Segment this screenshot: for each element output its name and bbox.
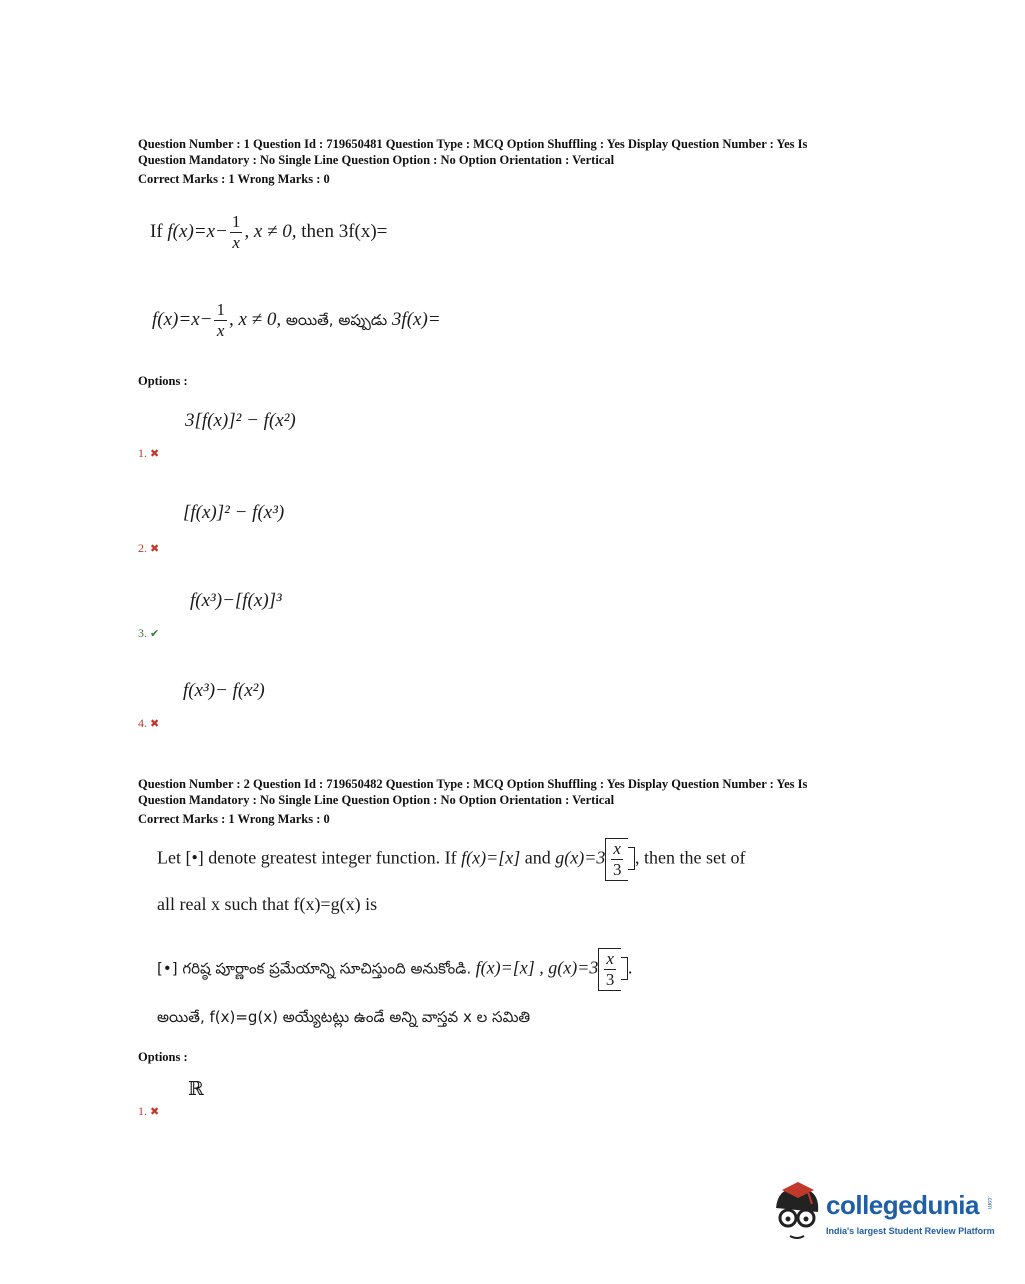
mascot-icon — [768, 1178, 826, 1248]
q1-te-frac-num: 1 — [216, 300, 225, 319]
q2-te-frac-den: 3 — [605, 970, 615, 989]
q2-te-bracket-close — [621, 957, 628, 980]
correct-check-icon: ✔ — [150, 628, 160, 640]
q2-option-1-number: 1. — [138, 1104, 147, 1118]
q2-en-fraction — [611, 839, 623, 880]
q1-option-2-expr: [f(x)]² − f(x³) — [183, 502, 285, 523]
q1-te-func: f(x)=x− — [152, 308, 213, 330]
q1-option-1-expr: 3[f(x)]² − f(x²) — [185, 410, 296, 431]
q2-en-frac-num: x — [613, 839, 621, 858]
q1-en-prefix: If — [150, 220, 163, 242]
q2-en-bracket — [605, 838, 628, 881]
q1-option-1-number: 1. — [138, 446, 147, 460]
q1-option-1[interactable] — [138, 446, 159, 461]
wrong-mark-icon: ✖ — [150, 543, 160, 555]
q2-english-line1 — [157, 838, 745, 881]
q2-en-frac-den: 3 — [612, 860, 622, 879]
q2-te-fraction — [604, 949, 616, 990]
q1-te-end: 3f(x)= — [391, 308, 441, 330]
wrong-mark-icon: ✖ — [150, 718, 160, 730]
collegedunia-logo[interactable] — [768, 1178, 998, 1248]
q2-meta-line1: Question Number : 2 Question Id : 719650482 Question Type : MCQ Option Shuffling : Yes Display Question Number : Yes Is — [138, 777, 808, 791]
q1-option-3-number: 3. — [138, 626, 147, 640]
q2-en-bracket-close — [628, 847, 635, 870]
q2-telugu-line2: అయితే, f(x)=g(x) అయ్యేటట్లు ఉండే అన్ని వాస్తవ x ల సమితి — [157, 1008, 531, 1026]
q1-te-frac-den: x — [216, 321, 225, 340]
q2-te-line1-end: . — [627, 957, 633, 978]
q2-te-frac-num: x — [606, 949, 614, 968]
q1-option-4-number: 4. — [138, 716, 147, 730]
q1-en-then: then 3f(x)= — [301, 220, 388, 242]
q1-te-text: అయితే, అప్పుడు — [285, 310, 388, 329]
q2-option-1-expr: ℝ — [188, 1079, 204, 1100]
q2-meta-line3: Correct Marks : 1 Wrong Marks : 0 — [138, 812, 330, 826]
q1-te-cond: , x ≠ 0, — [228, 308, 282, 330]
q1-en-cond: , x ≠ 0, — [244, 220, 297, 242]
q2-en-line1-d: , then the set of — [634, 847, 746, 868]
q1-meta — [138, 136, 898, 187]
q1-en-frac-den: x — [232, 233, 240, 252]
q2-te-bracket — [598, 948, 621, 991]
q1-meta-line3: Correct Marks : 1 Wrong Marks : 0 — [138, 172, 330, 186]
q1-en-func: f(x)=x− — [167, 220, 228, 242]
q1-meta-line2: Question Mandatory : No Single Line Question Option : No Option Orientation : Vertical — [138, 153, 615, 167]
q2-options-label: Options : — [138, 1050, 188, 1064]
q2-en-line1-a: Let [•] denote greatest integer function. If — [157, 847, 457, 868]
q1-option-2-number: 2. — [138, 541, 147, 555]
q1-en-frac-num: 1 — [231, 212, 241, 231]
q1-option-3[interactable] — [138, 626, 159, 641]
q1-english-stem — [150, 212, 387, 253]
q2-option-1[interactable] — [138, 1104, 159, 1119]
q1-telugu-stem — [152, 300, 441, 341]
q2-en-line1-c: g(x)=3 — [555, 847, 606, 868]
q2-meta-line2: Question Mandatory : No Single Line Question Option : No Option Orientation : Vertical — [138, 793, 615, 807]
q2-te-line1-a: [•] గరిష్ఠ పూర్ణాంక ప్రమేయాన్ని సూచిస్తుంది అనుకోండి. — [157, 959, 472, 978]
q1-option-4-expr: f(x³)− f(x²) — [183, 680, 265, 701]
q1-options-label: Options : — [138, 374, 188, 388]
logo-tagline: India's largest Student Review Platform — [826, 1226, 995, 1236]
q1-meta-line1: Question Number : 1 Question Id : 719650481 Question Type : MCQ Option Shuffling : Yes Display Question Number : Yes Is — [138, 137, 808, 151]
q2-en-and: and — [524, 847, 551, 868]
wrong-mark-icon: ✖ — [150, 1106, 160, 1118]
q1-en-fraction — [230, 212, 243, 253]
logo-suffix: .com — [986, 1196, 992, 1210]
q2-english-line2: all real x such that f(x)=g(x) is — [157, 894, 378, 914]
q2-te-line1-b: f(x)=[x] , g(x)=3 — [475, 957, 599, 978]
q2-en-line1-b: f(x)=[x] — [461, 847, 521, 868]
q1-option-2[interactable] — [138, 541, 159, 556]
logo-name: collegedunia — [826, 1190, 979, 1220]
q1-option-4[interactable] — [138, 716, 159, 731]
q1-option-3-expr: f(x³)−[f(x)]³ — [190, 590, 282, 611]
q1-te-fraction — [214, 300, 227, 341]
q2-telugu-line1 — [157, 948, 632, 991]
wrong-mark-icon: ✖ — [150, 448, 160, 460]
q2-meta — [138, 776, 898, 827]
